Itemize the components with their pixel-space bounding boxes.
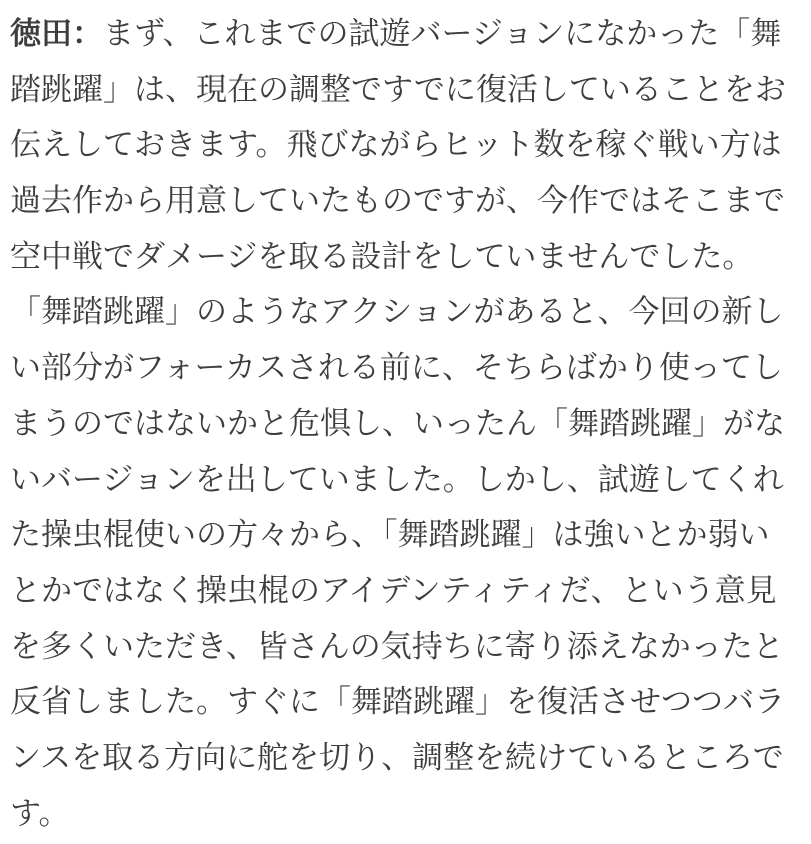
speaker-name: 徳田： (10, 16, 103, 51)
paragraph-2 (10, 284, 807, 841)
text-line: ンスを取る方向に舵を切り、調整を続けているところで (10, 739, 784, 775)
text-line: とかではなく操虫棍のアイデンティティだ、という意見 (10, 572, 777, 608)
text-line: い部分がフォーカスされる前に、そちらばかり使ってし (10, 350, 783, 386)
text-line: 伝えしておきます。飛びながらヒット数を稼ぐ戦い方は (10, 127, 782, 163)
text-line: す。 (10, 795, 70, 831)
text-line: 「舞踏跳躍」のようなアクションがあると、今回の新し (10, 294, 784, 330)
text-line: 空中戦でダメージを取る設計をしていませんでした。 (10, 238, 754, 274)
text-line: 過去作から用意していたものですが、今作ではそこまで (10, 183, 785, 219)
text-line: 踏跳躍」は、現在の調整ですでに復活していることをお (10, 71, 786, 107)
paragraph-1 (10, 6, 807, 284)
text-line: た操虫棍使いの方々から、「舞踏跳躍」は強いとか弱い (10, 517, 770, 553)
text-line (10, 6, 807, 62)
text-line: いバージョンを出していました。しかし、試遊してくれ (10, 461, 784, 497)
text-line: まうのではないかと危惧し、いったん「舞踏跳躍」がな (10, 405, 785, 441)
line-text: まず、これまでの試遊バージョンになかった「舞 (103, 16, 782, 51)
text-line: を多くいただき、皆さんの気持ちに寄り添えなかったと (10, 628, 784, 664)
text-line: 反省しました。すぐに「舞踏跳躍」を復活させつつバラ (10, 684, 785, 720)
